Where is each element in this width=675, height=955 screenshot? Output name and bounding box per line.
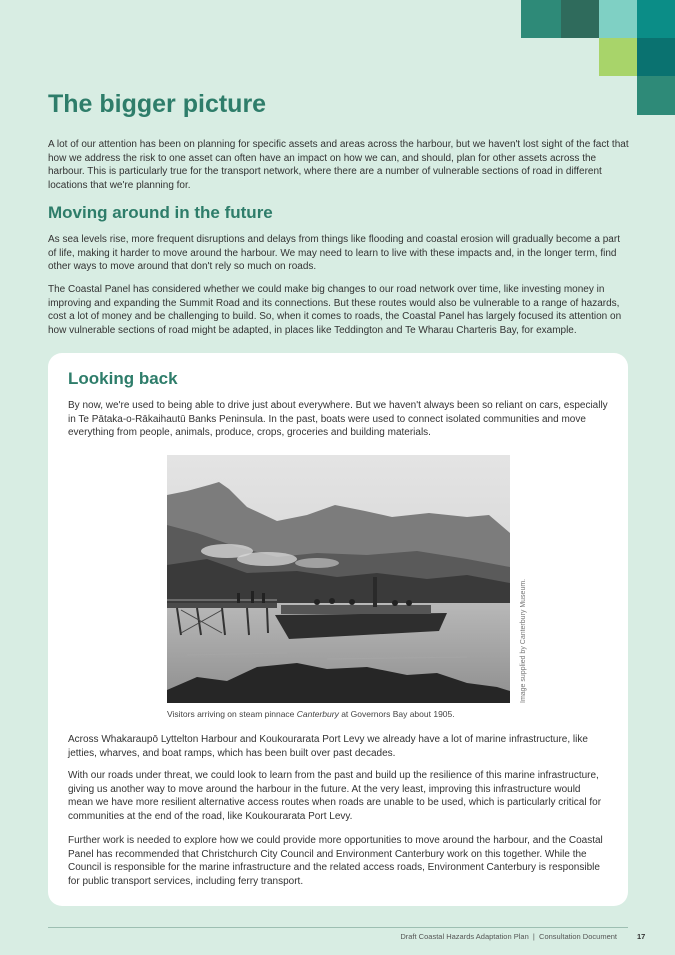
caption-boat-name: Canterbury xyxy=(296,709,339,719)
corner-tile-7 xyxy=(637,76,675,115)
corner-tile-2 xyxy=(561,0,599,38)
footer-divider xyxy=(48,927,628,928)
panel-paragraph-2: With our roads under threat, we could look to learn from the past and build up the resilience of this marine infrastructure, giving us another way to move around the harbour in the future. At the very least, improving this infrastructure would mean we have more resilient alternative access routes when roads are unable to be used, which is particularly critical for communities at the end of the road, like Koukourarata Port Levy. xyxy=(68,770,602,822)
corner-tile-3 xyxy=(599,0,637,38)
page-title: The bigger picture xyxy=(48,90,267,118)
corner-tile-4 xyxy=(637,0,675,38)
section-paragraph-1: As sea levels rise, more frequent disruptions and delays from things like flooding and coastal erosion will gradually become a part of life, making it harder to move around the harbour. We may need to learn to live with these impacts and, in the longer term, find other ways to move around that don't rely so much on roads. xyxy=(48,234,620,273)
panel-intro-paragraph: By now, we're used to being able to drive just about everywhere. But we haven't always been so reliant on cars, especially in Te Pātaka-o-Rākaihautū Banks Peninsula. In the past, boats were used to connect isolated communities and move everything from people, animals, produce, crops, groceries and building materials. xyxy=(68,400,608,439)
panel-heading: Looking back xyxy=(68,369,178,388)
intro-paragraph: A lot of our attention has been on planning for specific assets and areas across the harbour, but we haven't lost sight of the fact that how we address the risk to one asset can often have an impact on how we can, and should, plan for other assets across the harbour. This is particularly true for the transport network, where there are a number of vulnerable sections of road in different locations that we're planning for. xyxy=(48,139,629,191)
page-number: 17 xyxy=(637,932,646,941)
footer-text: Draft Coastal Hazards Adaptation Plan | Consultation Document xyxy=(400,932,617,941)
panel-paragraph-3: Further work is needed to explore how we could provide more opportunities to move around the harbour, and the Coastal Panel has recommended that Christchurch City Council and Environment Canterbury work on this together. While the Council is responsible for the marine infrastructure and the related access roads, Environment Canterbury is responsible for public transport services, including ferry transport. xyxy=(68,835,603,887)
caption-text-before: Visitors arriving on steam pinnace xyxy=(167,709,297,719)
corner-tile-5 xyxy=(599,38,637,76)
photo-credit: Image supplied by Canterbury Museum. xyxy=(520,578,527,703)
historic-photo xyxy=(167,455,510,703)
panel-paragraph-1: Across Whakaraupō Lyttelton Harbour and Koukourarata Port Levy we already have a lot of marine infrastructure, like jetties, wharves, and boat ramps, which has been built over past decades. xyxy=(68,734,588,759)
corner-tile-6 xyxy=(637,38,675,76)
corner-tile-1 xyxy=(521,0,561,38)
photo-caption xyxy=(167,709,455,719)
steam-pinnace-photo xyxy=(167,455,510,703)
caption-text-after: at Governors Bay about 1905. xyxy=(338,709,455,719)
section-paragraph-2: The Coastal Panel has considered whether we could make big changes to our road network over time, like investing money in improving and expanding the Summit Road and its connections. But these routes would also be vulnerable to a range of hazards, cost a lot of money and be challenging to build. So, when it comes to roads, the Coastal Panel has largely focused its attention on how vulnerable sections of road might be adapted, in places like Teddington and Te Wharau Charteris Bay, for example. xyxy=(48,284,622,336)
section-heading: Moving around in the future xyxy=(48,203,273,222)
